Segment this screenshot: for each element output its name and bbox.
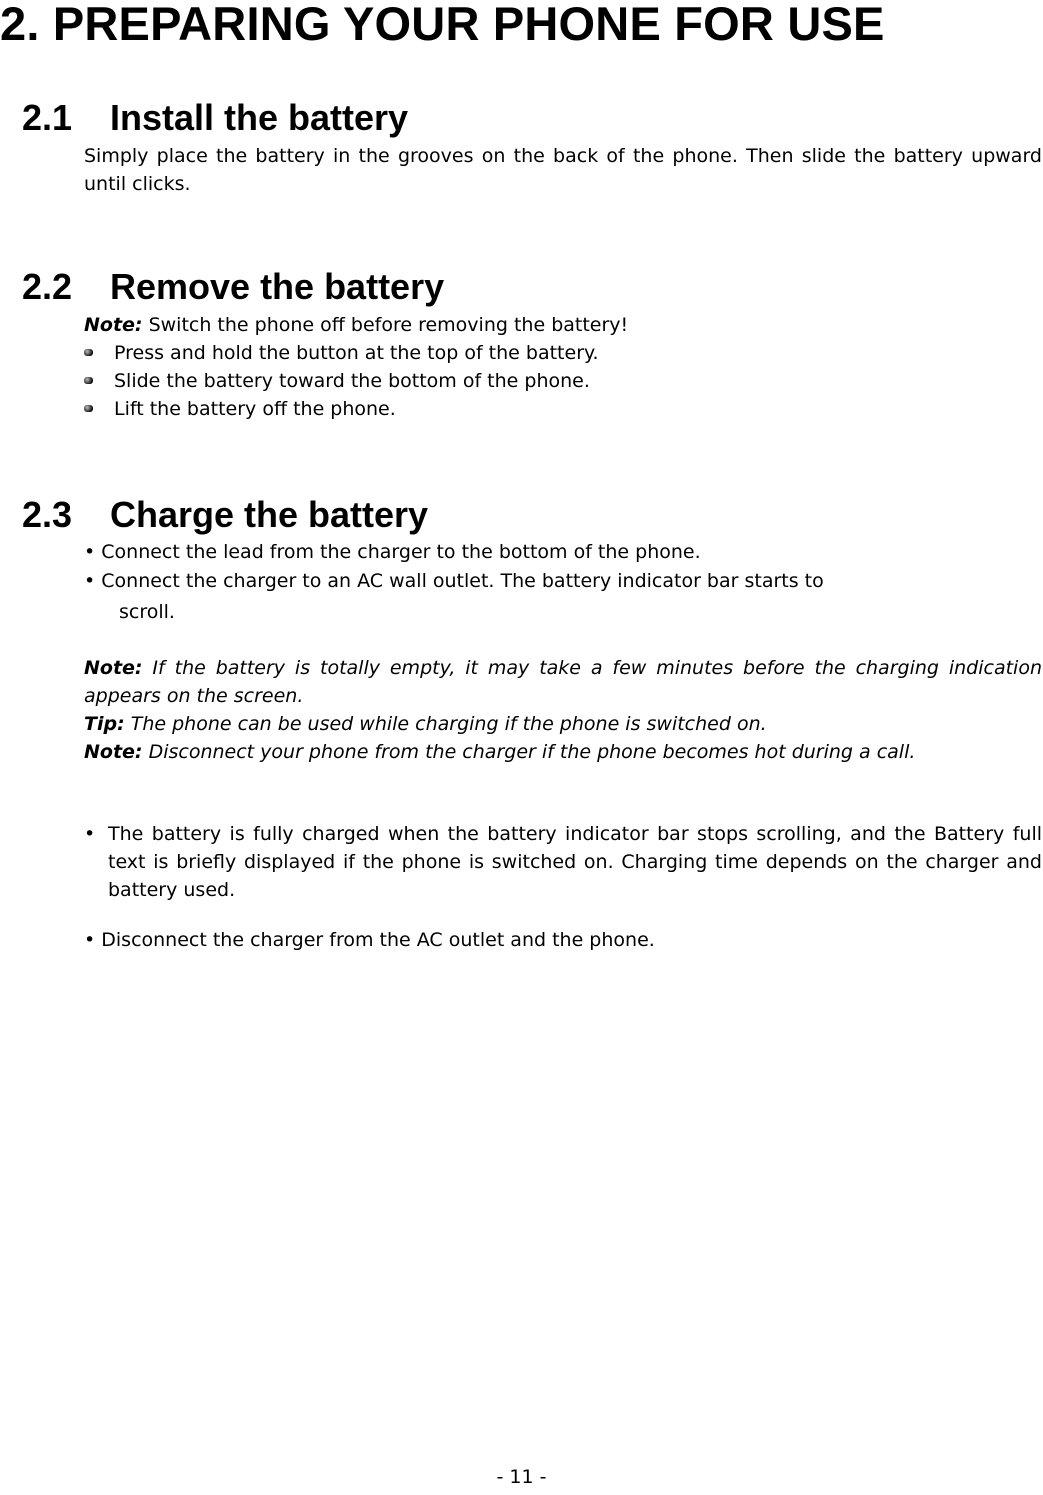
- list-item-text: Disconnect the charger from the AC outlet and the phone.: [101, 929, 655, 951]
- bullet-icon: [84, 377, 93, 384]
- bullet-icon: •: [84, 570, 96, 592]
- list-item-text: Connect the charger to an AC wall outlet. The battery indicator bar starts to: [101, 570, 824, 592]
- list-item: [84, 395, 396, 423]
- charge-note-empty: [84, 654, 1042, 710]
- list-item-text: The battery is fully charged when the battery indicator bar stops scrolling, and the Battery full text is briefly displayed if the phone is switched on. Charging time depends on the charger and battery used.: [108, 823, 1042, 901]
- charge-tip: [84, 710, 1042, 738]
- remove-note: [84, 311, 1042, 339]
- tip-label: Tip:: [84, 713, 125, 735]
- list-item: [84, 820, 1042, 904]
- note-label: Note:: [84, 741, 143, 763]
- bullet-icon: •: [84, 541, 96, 563]
- list-item: [84, 567, 1042, 595]
- section-title: Remove the battery: [110, 266, 445, 307]
- list-item: [84, 926, 1042, 954]
- charge-note-hot: [84, 738, 1042, 766]
- section-heading-charge: [22, 495, 428, 535]
- list-item: [84, 538, 1042, 566]
- chapter-title: 2. PREPARING YOUR PHONE FOR USE: [0, 0, 885, 50]
- section-number: 2.3: [22, 494, 73, 535]
- bullet-icon: [84, 349, 93, 356]
- list-item-text: Connect the lead from the charger to the bottom of the phone.: [101, 541, 701, 563]
- note-text: Switch the phone off before removing the battery!: [142, 314, 629, 336]
- section-title: Install the battery: [110, 97, 409, 138]
- note-text: If the battery is totally empty, it may take a few minutes before the charging indication appears on the screen.: [84, 657, 1042, 707]
- list-item-continuation: scroll.: [119, 601, 175, 623]
- section-title: Charge the battery: [110, 494, 429, 535]
- list-item: [84, 339, 599, 367]
- list-item-text: Lift the battery off the phone.: [114, 398, 396, 420]
- list-item-text: Slide the battery toward the bottom of the phone.: [114, 370, 590, 392]
- tip-text: The phone can be used while charging if the phone is switched on.: [124, 713, 767, 735]
- section-number: 2.1: [22, 97, 73, 138]
- section-heading-remove: [22, 267, 444, 307]
- section-heading-install: [22, 98, 408, 138]
- bullet-icon: [84, 405, 93, 412]
- list-item: [84, 367, 590, 395]
- section-number: 2.2: [22, 266, 73, 307]
- note-label: Note:: [84, 314, 143, 336]
- list-item-text: Press and hold the button at the top of the battery.: [114, 342, 599, 364]
- page-number: - 11 -: [496, 1466, 547, 1488]
- bullet-icon: •: [84, 929, 96, 951]
- bullet-icon: •: [84, 823, 96, 845]
- note-label: Note:: [84, 657, 143, 679]
- install-paragraph: Simply place the battery in the grooves on the back of the phone. Then slide the battery upward until clicks.: [84, 145, 1042, 195]
- note-text: Disconnect your phone from the charger if the phone becomes hot during a call.: [142, 741, 916, 763]
